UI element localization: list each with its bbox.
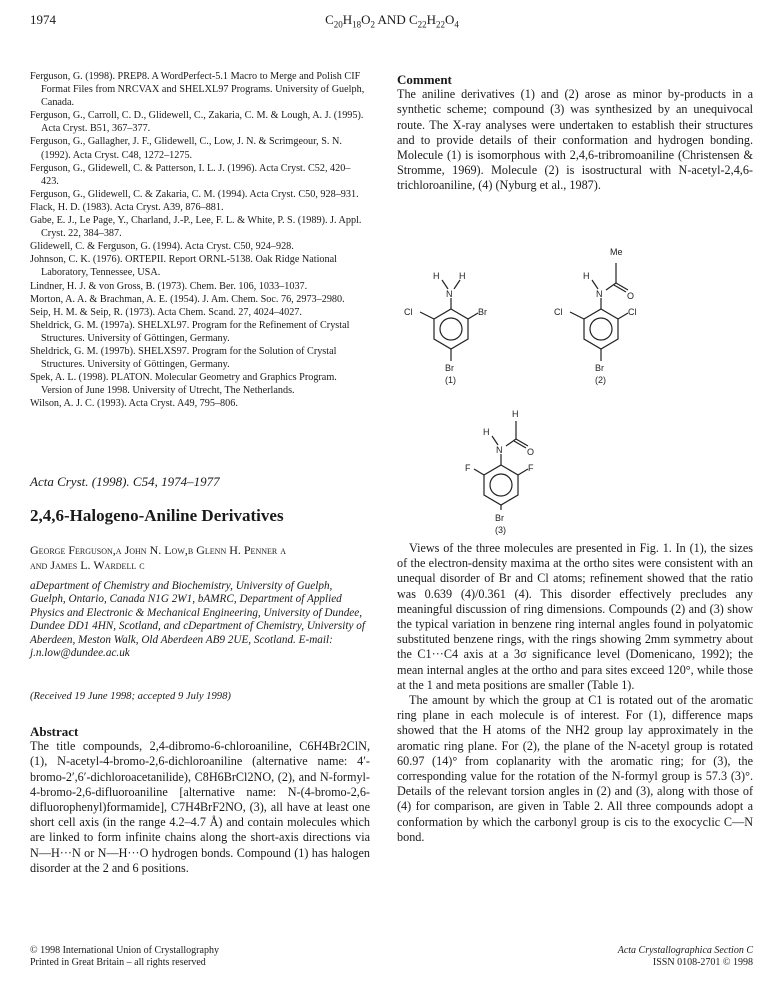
- s2-chlorine-right: Cl: [628, 307, 637, 317]
- reference: Morton, A. A. & Brachman, A. E. (1954). J. Am. Chem. Soc. 76, 2973–2980.: [30, 293, 345, 305]
- s3-compound-label: (3): [495, 525, 506, 535]
- s3-fluorine-right: F: [528, 463, 534, 473]
- s3-fluorine-left: F: [465, 463, 471, 473]
- s3-hydrogen: H: [483, 427, 490, 437]
- s1-bromine-ortho: Br: [478, 307, 487, 317]
- authors: [30, 543, 370, 573]
- structure-1: [404, 271, 487, 385]
- reference: Sheldrick, G. M. (1997b). SHELXS97. Program for the Solution of Crystal Structures. University of Göttingen, Germany.: [30, 345, 337, 371]
- s3-formyl-hydrogen: H: [512, 409, 519, 419]
- abstract-paragraph: The title compounds, 2,4-dibromo-6-chloroaniline, C6H4Br2ClN, (1), N-acetyl-4-bromo-2,6-dichloroaniline (alternative name: 4′-bromo-2′,6′-dichloroacetanilide), C8H6BrCl2NO, (2), and N-formyl-4-bromo-2,6-difluoroaniline [alternative name: N-(4-bromo-2,6-difluorophenyl)formamide], C7H4BrF2NO, (3), all have at least one short cell axis (in the range 4.2–4.7 Å) and contain molecules which are linked to form infinite chains along the short-axis directions via N—H···N or N—H···O hydrogen bonds. Compound (1) has halogen disorder at the 2 and 6 positions.: [30, 739, 370, 875]
- s2-bromine-para: Br: [595, 363, 604, 373]
- body-paragraph-2: The amount by which the group at C1 is rotated out of the aromatic ring plane in each molecule is of interest. For (1), difference maps showed that the H atoms of the NH2 group lay approximately in the aromatic ring plane. For (2), the plane of the N-acetyl group is rotated 60.97 (14)° from coplanarity with the aromatic ring; for (3), the corresponding value for the rotation of the N-formyl group is 57.3 (3)°. Details of the relevant torsion angles in (2) and (3), along with those of (4) for comparison, are given in Table 2. All three compounds adopt a conformation by which the carbonyl group is cis to the exocyclic C—N bond.: [397, 693, 753, 844]
- reference: Johnson, C. K. (1976). ORTEPII. Report ORNL-5138. Oak Ridge National Laboratory, Tennessee, USA.: [30, 254, 337, 279]
- s1-nitrogen: N: [446, 289, 453, 299]
- reference: Spek, A. L. (1998). PLATON. Molecular Geometry and Graphics Program. Version of June 1998. University of Utrecht, The Netherlands.: [30, 372, 337, 397]
- reference: Ferguson, G., Carroll, C. D., Glidewell, C., Zakaria, C. M. & Lough, A. J. (1995). Acta Cryst. B51, 367–377.: [30, 110, 364, 135]
- structure-3: [465, 409, 534, 510]
- article-title: 2,4,6-Halogeno-Aniline Derivatives: [30, 506, 284, 525]
- s1-bromine-para: Br: [445, 363, 454, 373]
- reference: Seip, H. M. & Seip, R. (1973). Acta Chem. Scand. 27, 4024–4027.: [30, 306, 302, 318]
- structure-2: [554, 247, 637, 385]
- footer-rights-line: Printed in Great Britain – all rights reserved: [30, 957, 206, 968]
- s3-bromine-para: Br: [495, 513, 504, 523]
- abstract-section: [30, 724, 370, 876]
- s2-oxygen: O: [627, 291, 635, 301]
- chemical-structures-figure: [370, 247, 700, 515]
- comment-section: [397, 72, 753, 194]
- running-header-title: $C_{20}H_{18}O_2$ AND $C_{22}H_{22}O_4$: [325, 12, 459, 30]
- s3-oxygen: O: [527, 447, 535, 457]
- reference: Sheldrick, G. M. (1997a). SHELXL97. Program for the Refinement of Crystal Structures. University of Göttingen, Germany.: [30, 319, 350, 344]
- received-date: (Received 19 June 1998; accepted 9 July 1998): [30, 691, 231, 702]
- reference: Ferguson, G., Glidewell, C. & Zakaria, C. M. (1994). Acta Cryst. C50, 928–931.: [30, 188, 359, 200]
- reference: Ferguson, G., Gallagher, J. F., Glidewell, C., Low, J. N. & Scrimgeour, S. N. (1992). Acta Cryst. C48, 1272–1275.: [30, 136, 342, 161]
- reference: Wilson, A. J. C. (1993). Acta Cryst. A49, 795–806.: [30, 398, 238, 410]
- s1-h-left: H: [433, 271, 440, 281]
- affiliations: aDepartment of Chemistry and Biochemistry, University of Guelph, Guelph, Ontario, Canada N1G 2W1, bAMRC, Department of Applied Physics and Electronic & Mechanical Engineering, University of Dundee, Dundee DD1 4HN, Scotland, and cDepartment of Chemistry, University of Aberdeen, Meston Walk, Old Aberdeen AB9 2UE, Scotland. E-mail: j.n.low@dundee.ac.uk: [30, 580, 365, 660]
- page-number: 1974: [30, 12, 56, 27]
- running-header: [0, 12, 784, 30]
- s2-chlorine-left: Cl: [554, 307, 563, 317]
- s1-h-right: H: [459, 271, 466, 281]
- reference: Lindner, H. J. & von Gross, B. (1973). Chem. Ber. 106, 1033–1037.: [30, 280, 308, 292]
- footer-journal: [500, 945, 753, 969]
- body-paragraph-1: Views of the three molecules are presented in Fig. 1. In (1), the sizes of the electron-density maxima at the ortho sites were consistent with an unequal disorder of Br and Cl atoms; refinement showed that the ratio was 0.639 (4)/0.361 (4). This disorder effectively precludes any meaningful discussion of ring dimensions. Compounds (2) and (3) show the typical variation in benzene ring internal angles found in polyatomic substituted benzene rings, with the rings showing 2mm symmetry about the C1···C4 axis at a 3σ significance level (Domenicano, 1992); the mean internal angles at the ortho and para sites exceed 120°, while those at the 1 and meta positions are smaller (Table 1).: [397, 541, 753, 692]
- s1-compound-label: (1): [445, 375, 456, 385]
- s2-nitrogen: N: [596, 289, 603, 299]
- abstract-heading: Abstract: [30, 724, 79, 739]
- footer-journal-name: Acta Crystallographica Section C: [617, 945, 753, 956]
- authors-line-1: George Ferguson,a John N. Low,b Glenn H. Penner a: [30, 543, 286, 557]
- reference: Ferguson, G., Glidewell, C. & Patterson, I. L. J. (1996). Acta Cryst. C52, 420–423.: [30, 162, 351, 187]
- footer-copyright-line: © 1998 International Union of Crystallography: [30, 945, 219, 956]
- s2-compound-label: (2): [595, 375, 606, 385]
- authors-line-2: and James L. Wardell c: [30, 558, 145, 572]
- reference: Ferguson, G. (1998). PREP8. A WordPerfect-5.1 Macro to Merge and Polish CIF Format Files from NRCVAX and SHELXL97 Programs. University of Guelph, Canada.: [30, 71, 365, 109]
- reference: Flack, H. D. (1983). Acta Cryst. A39, 876–881.: [30, 201, 224, 213]
- reference: Glidewell, C. & Ferguson, G. (1994). Acta Cryst. C50, 924–928.: [30, 241, 294, 253]
- references-list: [30, 70, 365, 410]
- s2-hydrogen: H: [583, 271, 590, 281]
- s3-nitrogen: N: [496, 445, 503, 455]
- comment-heading: Comment: [397, 72, 452, 87]
- s2-methyl: Me: [610, 247, 623, 257]
- body-section: [397, 541, 753, 845]
- reference: Gabe, E. J., Le Page, Y., Charland, J.-P., Lee, F. L. & White, P. S. (1989). J. Appl. Cryst. 22, 384–387.: [30, 215, 362, 240]
- article-citation: Acta Cryst. (1998). C54, 1974–1977: [30, 474, 220, 489]
- footer-copyright: [30, 945, 219, 969]
- comment-paragraph: The aniline derivatives (1) and (2) arose as minor by-products in a synthetic scheme; compound (3) was synthesized by an unequivocal route. The X-ray analyses were undertaken to establish their structures and to provide details of their conformation and hydrogen bonding. Molecule (1) is isomorphous with 2,4,6-tribromoaniline (Christensen & Stromme, 1969). Molecule (2) is isostructural with N-acetyl-2,4,6-trichloroaniline, (4) (Nyburg et al., 1987).: [397, 87, 753, 193]
- footer-issn: ISSN 0108-2701 © 1998: [652, 957, 753, 968]
- s1-chlorine: Cl: [404, 307, 413, 317]
